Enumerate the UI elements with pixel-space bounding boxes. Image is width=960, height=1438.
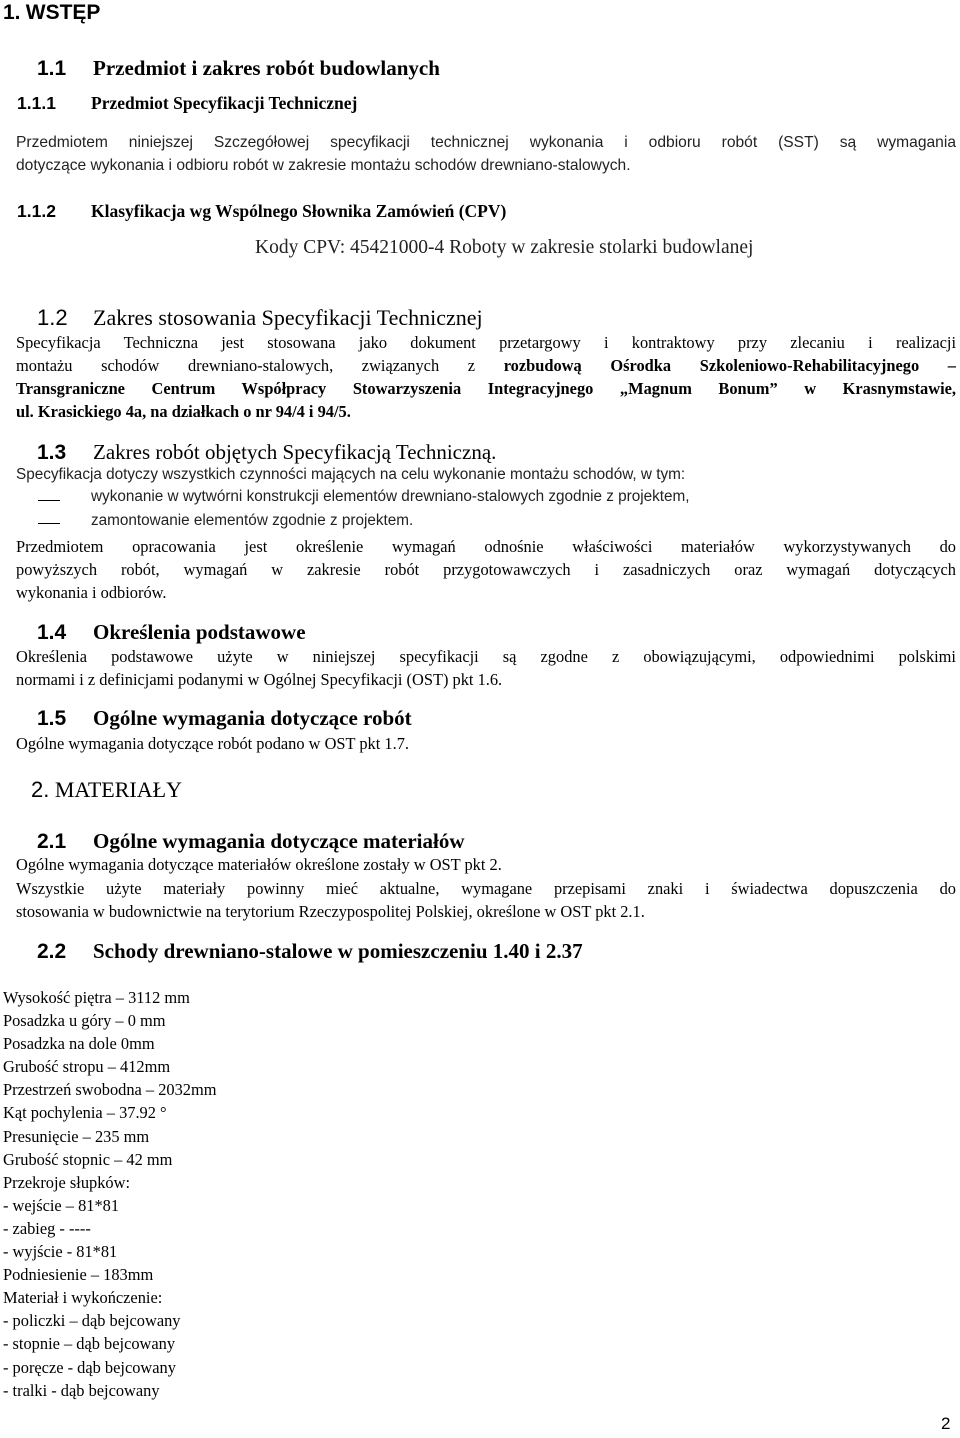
- spec-line: Podniesienie – 183mm: [3, 1265, 154, 1285]
- heading-title: Schody drewniano-stalowe w pomieszczeniu 1.40 i 2.37: [93, 939, 583, 963]
- text-line: Transgraniczne Centrum Współpracy Stowarzyszenia Integracyjnego „Magnum Bonum” w Krasnymstawie,: [16, 379, 956, 398]
- text-line: stosowania w budownictwie na terytorium Rzeczypospolitej Polskiej, określone w OST pkt 2.1.: [16, 902, 645, 921]
- spec-line: - stopnie – dąb bejcowany: [3, 1334, 176, 1354]
- heading-2-2: [37, 939, 583, 964]
- heading-1-5: [37, 706, 412, 731]
- heading-title: WSTĘP: [25, 1, 101, 24]
- text-line: ul. Krasickiego 4a, na działkach o nr 94/4 i 94/5.: [16, 402, 351, 421]
- heading-number: 1.1.2: [17, 201, 56, 221]
- spec-line: - tralki - dąb bejcowany: [3, 1380, 160, 1400]
- spec-line: Przestrzeń swobodna – 2032mm: [3, 1080, 217, 1100]
- spec-line: Kąt pochylenia – 37.92 °: [3, 1103, 167, 1123]
- heading-title: Ogólne wymagania dotyczące robót: [93, 706, 412, 730]
- text-line: Przedmiotem opracowania jest określenie wymagań odnośnie właściwości materiałów wykorzystywanych do: [16, 537, 956, 556]
- heading-1-1-2: [17, 201, 506, 222]
- heading-1-2: [37, 305, 483, 331]
- paragraph-1-3-intro: Specyfikacja dotyczy wszystkich czynności mających na celu wykonanie montażu schodów, w tym:: [16, 466, 686, 483]
- bullet-dash: [38, 500, 60, 501]
- bullet-dash: [38, 523, 60, 524]
- text-line: Specyfikacja Techniczna jest stosowana jako dokument przetargowy i kontraktowy przy zlecaniu i realizacji: [16, 333, 956, 352]
- heading-number: 1.2: [37, 305, 68, 330]
- heading-number: 2.2: [37, 940, 67, 963]
- paragraph-2-1b: [16, 877, 956, 923]
- heading-1-3: [37, 440, 496, 465]
- heading-title: Przedmiot i zakres robót budowlanych: [93, 56, 440, 80]
- spec-line: Wysokość piętra – 3112 mm: [3, 988, 190, 1007]
- heading-number: 1.3: [37, 441, 67, 464]
- heading-title: MATERIAŁY: [54, 777, 182, 802]
- spec-line: Materiał i wykończenie:: [3, 1288, 163, 1308]
- text-line: Określenia podstawowe użyte w niniejszej specyfikacji są zgodne z obowiązującymi, odpowiednimi polskimi: [16, 647, 956, 666]
- heading-number: 2.: [31, 777, 50, 802]
- paragraph-1-5: Ogólne wymagania dotyczące robót podano w OST pkt 1.7.: [16, 734, 409, 753]
- heading-number: 1.4: [37, 621, 67, 644]
- list-item: wykonanie w wytwórni konstrukcji elementów drewniano-stalowych zgodnie z projektem,: [91, 488, 690, 505]
- text-line: [16, 354, 956, 377]
- heading-number: 1.1.1: [17, 93, 56, 113]
- cpv-code: Kody CPV: 45421000-4 Roboty w zakresie stolarki budowlanej: [255, 237, 754, 258]
- list-item: zamontowanie elementów zgodnie z projektem.: [91, 512, 414, 529]
- text-line: normami i z definicjami podanymi w Ogólnej Specyfikacji (OST) pkt 1.6.: [16, 670, 503, 689]
- paragraph-1-3-b: [16, 535, 956, 604]
- spec-line: - wejście – 81*81: [3, 1195, 120, 1215]
- paragraph-1-1-1: [16, 131, 956, 177]
- heading-title: Przedmiot Specyfikacji Technicznej: [91, 93, 358, 113]
- spec-line: Przekroje słupków:: [3, 1172, 131, 1192]
- spec-line: - poręcze - dąb bejcowany: [3, 1357, 176, 1377]
- heading-number: 1.5: [37, 707, 67, 730]
- spec-line: Posadzka na dole 0mm: [3, 1034, 155, 1054]
- paragraph-2-1a: Ogólne wymagania dotyczące materiałów określone zostały w OST pkt 2.: [16, 855, 502, 874]
- spec-line: - wyjście - 81*81: [3, 1242, 118, 1262]
- text-line: Wszystkie użyte materiały powinny mieć aktualne, wymagane przepisami znaki i świadectwa dopuszczenia do: [16, 879, 956, 898]
- heading-title: Określenia podstawowe: [93, 620, 306, 644]
- heading-title: Zakres robót objętych Specyfikacją Techniczną.: [93, 440, 497, 464]
- paragraph-1-4: [16, 645, 956, 691]
- heading-title: Zakres stosowania Specyfikacji Technicznej: [93, 305, 483, 330]
- heading-number: 1.: [3, 1, 21, 24]
- bold-fragment: rozbudową Ośrodka Szkoleniowo-Rehabilitacyjnego –: [503, 356, 956, 375]
- heading-title: Ogólne wymagania dotyczące materiałów: [93, 829, 465, 853]
- heading-2: [31, 777, 182, 803]
- heading-number: 1.1: [37, 57, 67, 80]
- text-line: wykonania i odbiorów.: [16, 583, 167, 602]
- spec-line: - zabieg - ----: [3, 1218, 91, 1238]
- spec-line: Grubość stopnic – 42 mm: [3, 1149, 173, 1169]
- text-line: dotyczące wykonania i odbioru robót w zakresie montażu schodów drewniano-stalowych.: [16, 157, 631, 174]
- heading-2-1: [37, 829, 465, 854]
- heading-number: 2.1: [37, 830, 67, 853]
- heading-1-1: [37, 56, 440, 81]
- heading-1-4: [37, 620, 306, 645]
- spec-line: Grubość stropu – 412mm: [3, 1057, 171, 1077]
- spec-line: Presunięcie – 235 mm: [3, 1126, 150, 1146]
- spec-line: Posadzka u góry – 0 mm: [3, 1011, 166, 1031]
- spec-line: - policzki – dąb bejcowany: [3, 1311, 181, 1331]
- heading-title: Klasyfikacja wg Wspólnego Słownika Zamówień (CPV): [91, 201, 507, 221]
- specs-list: [3, 986, 217, 1402]
- heading-1-1-1: [17, 93, 357, 114]
- text-fragment: montażu schodów drewniano-stalowych, związanych z: [16, 356, 504, 375]
- text-line: Przedmiotem niniejszej Szczegółowej specyfikacji technicznej wykonania i odbioru robót (SST) są wymagania: [16, 134, 956, 151]
- text-line: powyższych robót, wymagań w zakresie robót przygotowawczych i zasadniczych oraz wymagań dotyczących: [16, 560, 956, 579]
- heading-wstep: [3, 0, 100, 25]
- page-number: 2: [941, 1414, 951, 1433]
- paragraph-1-2: [16, 331, 956, 423]
